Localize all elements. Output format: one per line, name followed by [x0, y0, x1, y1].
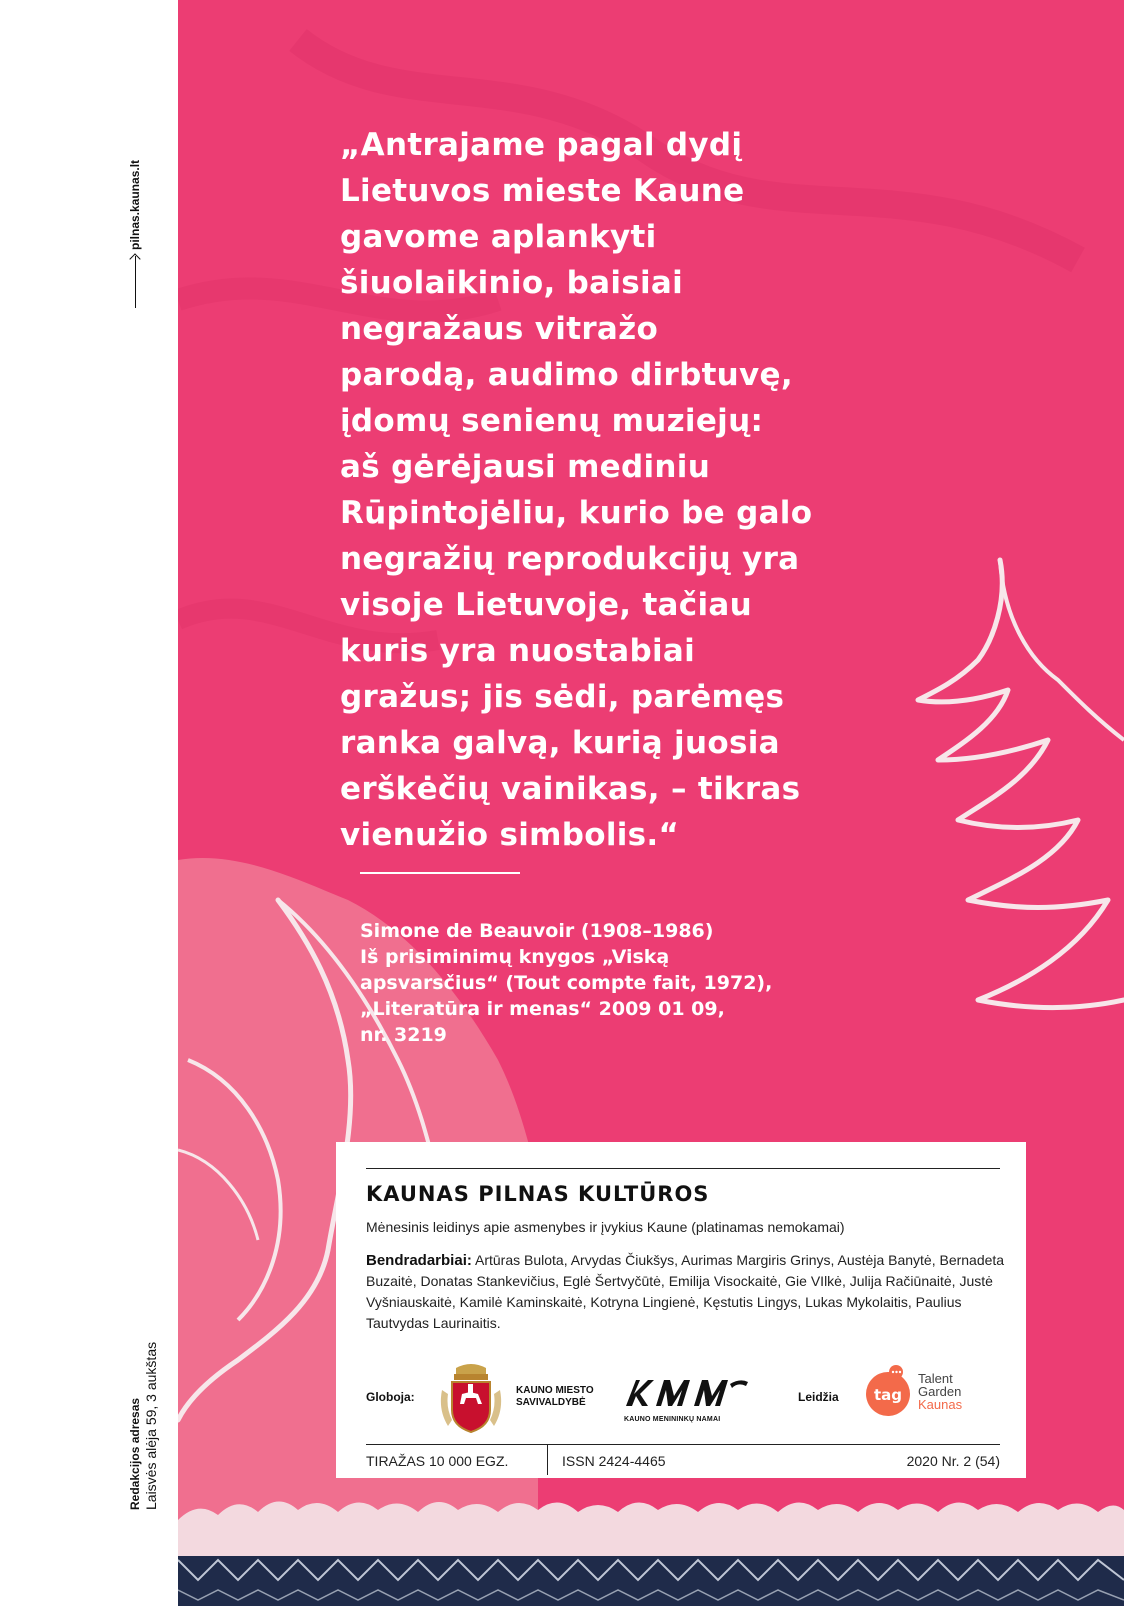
editorial-address [128, 1290, 168, 1510]
sponsor-logos [366, 1360, 1006, 1440]
city-municipality-name: KAUNO MIESTO SAVIVALDYBĖ [516, 1385, 594, 1408]
website-link[interactable] [128, 128, 148, 308]
colophon-footer [366, 1444, 1000, 1475]
website-url: pilnas.kaunas.lt [128, 159, 142, 250]
globoja-label: Globoja: [366, 1390, 415, 1404]
kaunas-city-crest-icon [438, 1360, 504, 1438]
left-margin [0, 0, 178, 1606]
quote-attribution: Simone de Beauvoir (1908–1986) Iš prisiminimų knygos „Viską apsvarsčius“ (Tout compte fait, 1972), „Literatūra ir menas“ 2009 01 09, nr. 3219 [360, 920, 773, 1046]
quote-divider [360, 872, 520, 874]
issue-number: 2020 Nr. 2 (54) [906, 1453, 1000, 1469]
circulation: TIRAŽAS 10 000 EGZ. [366, 1453, 509, 1469]
address-label: Redakcijos adresas [128, 1397, 142, 1510]
issn: ISSN 2424-4465 [562, 1453, 666, 1469]
talent-garden-name: Talent Garden Kaunas [918, 1371, 963, 1412]
colophon-top-rule [366, 1168, 1000, 1169]
publication-subtitle: Mėnesinis leidinys apie asmenybes ir įvykius Kaune (platinamas nemokamai) [366, 1219, 845, 1235]
kmn-name: KAUNO MENININKŲ NAMAI [624, 1416, 721, 1423]
address-value: Laisvės alėja 59, 3 aukštas [143, 1341, 159, 1510]
kmn-logo-icon [622, 1374, 752, 1414]
publication-title: KAUNAS PILNAS KULTŪROS [366, 1182, 710, 1206]
quote-text: „Antrajame pagal dydį Lietuvos mieste Kaune gavome aplankyti šiuolaikinio, baisiai negražaus vitražo parodą, audimo dirbtuvę, įdomų senienų muziejų: aš gėrėjausi mediniu Rūpintojėliu, kurio be galo negražių reprodukcijų yra visoje Lietuvoje, tačiau kuris yra nuostabiai gražus; jis sėdi, parėmęs ranka galvą, kurią juosia erškėčių vainikas, – tikras vienužio simbolis.“ [340, 127, 813, 853]
leidzia-label: Leidžia [798, 1390, 839, 1404]
arrow-right-icon [135, 256, 136, 308]
footer-divider [547, 1445, 548, 1475]
contributors-list: Artūras Bulota, Arvydas Čiukšys, Aurimas Margiris Grinys, Austėja Banytė, Bernadeta Buzaitė, Donatas Stankevičius, Eglė Šertvyčūtė, Emilija Visockaitė, Gie VIlkė, Julija Račiūnaitė, Justė Vyšniauskaitė, Kamilė Kaminskaitė, Kotryna Lingienė, Kęstutis Lingys, Lukas Mykolaitis, Paulius Tautvydas Laurinaitis. [366, 1252, 1005, 1331]
contributors [366, 1250, 1006, 1334]
svg-text:tag: tag [873, 1386, 903, 1404]
contributors-label: Bendradarbiai: [366, 1252, 472, 1269]
talent-garden-logo-icon [862, 1364, 914, 1418]
colophon-box [336, 1142, 1026, 1478]
